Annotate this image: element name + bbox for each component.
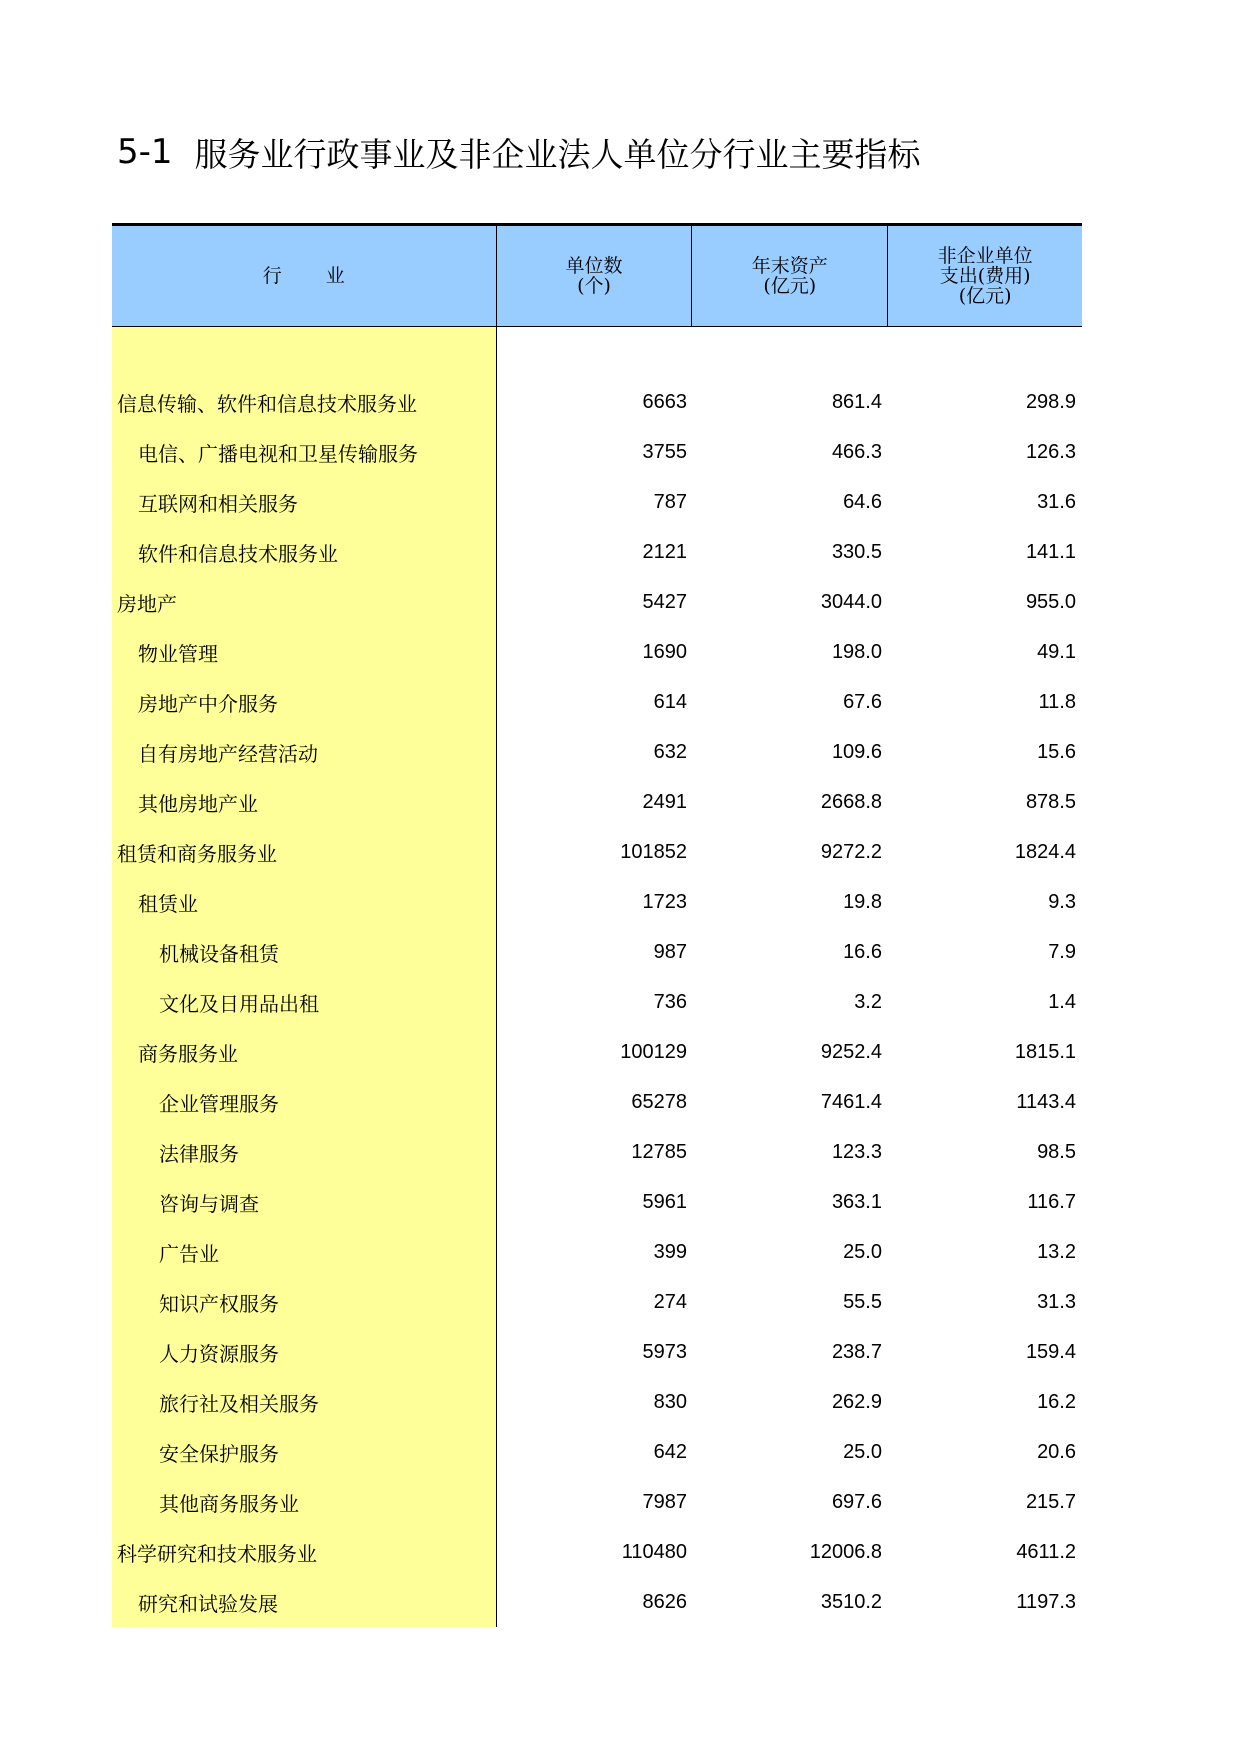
units-value: 632 [653, 740, 687, 763]
assets-value: 12006.8 [809, 1540, 882, 1563]
table-row [112, 1027, 1082, 1077]
assets-value: 330.5 [831, 540, 882, 563]
table-row [112, 1277, 1082, 1327]
header-industry-a: 行 [262, 265, 282, 287]
industry-name: 其他商务服务业 [159, 1491, 299, 1516]
table-body [112, 327, 1082, 1627]
units-value: 5973 [642, 1340, 687, 1363]
industry-name: 法律服务 [159, 1141, 239, 1166]
table-row [112, 1077, 1082, 1127]
table-header [112, 226, 1082, 327]
industry-name: 旅行社及相关服务 [159, 1391, 319, 1416]
units-value: 399 [653, 1240, 687, 1263]
expense-value: 7.9 [1048, 940, 1076, 963]
header-expense-line2: 支出(费用) [939, 265, 1031, 287]
assets-value: 7461.4 [820, 1090, 882, 1113]
table-row [112, 1577, 1082, 1627]
units-value: 614 [653, 690, 687, 713]
table-row [112, 1227, 1082, 1277]
units-value: 787 [653, 490, 687, 513]
units-value: 110480 [621, 1540, 687, 1563]
industry-name: 租赁业 [138, 891, 198, 916]
header-units-line1: 单位数 [565, 255, 623, 277]
expense-value: 1143.4 [1016, 1090, 1076, 1113]
industry-name: 商务服务业 [138, 1041, 238, 1066]
industry-name: 自有房地产经营活动 [138, 741, 318, 766]
units-value: 2121 [642, 540, 687, 563]
expense-value: 1824.4 [1014, 840, 1076, 863]
expense-value: 16.2 [1037, 1390, 1076, 1413]
industry-name: 房地产中介服务 [138, 691, 278, 716]
header-units-line2: (个) [577, 275, 611, 297]
expense-value: 1197.3 [1016, 1590, 1076, 1613]
units-value: 1690 [642, 640, 687, 663]
industry-name: 广告业 [159, 1241, 219, 1266]
header-expense [888, 226, 1082, 326]
header-assets-line1: 年末资产 [751, 255, 828, 277]
expense-value: 98.5 [1037, 1140, 1076, 1163]
assets-value: 3044.0 [820, 590, 882, 613]
expense-value: 116.7 [1027, 1190, 1076, 1213]
expense-value: 49.1 [1037, 640, 1076, 663]
industry-name: 软件和信息技术服务业 [138, 541, 338, 566]
header-expense-line1: 非企业单位 [937, 245, 1033, 267]
expense-value: 955.0 [1025, 590, 1076, 613]
industry-name: 互联网和相关服务 [138, 491, 298, 516]
industry-name: 文化及日用品出租 [159, 991, 319, 1016]
expense-value: 20.6 [1037, 1440, 1076, 1463]
expense-value: 141.1 [1025, 540, 1076, 563]
expense-value: 15.6 [1037, 740, 1076, 763]
statistics-table [112, 223, 1082, 1627]
assets-value: 3510.2 [820, 1590, 882, 1613]
table-title: 服务业行政事业及非企业法人单位分行业主要指标 [194, 134, 921, 174]
units-value: 1723 [642, 890, 687, 913]
industry-name: 电信、广播电视和卫星传输服务 [138, 441, 418, 466]
expense-value: 126.3 [1025, 440, 1076, 463]
expense-value: 298.9 [1025, 390, 1076, 413]
table-row [112, 677, 1082, 727]
table-row [112, 1427, 1082, 1477]
table-row [112, 1127, 1082, 1177]
units-value: 830 [653, 1390, 687, 1413]
assets-value: 19.8 [843, 890, 882, 913]
units-value: 7987 [642, 1490, 687, 1513]
assets-value: 9272.2 [820, 840, 882, 863]
assets-value: 3.2 [854, 990, 882, 1013]
industry-name: 安全保护服务 [159, 1441, 279, 1466]
assets-value: 109.6 [831, 740, 882, 763]
assets-value: 262.9 [831, 1390, 882, 1413]
header-assets-line2: (亿元) [763, 275, 817, 297]
table-row [112, 1527, 1082, 1577]
table-row [112, 1377, 1082, 1427]
table-row [112, 1327, 1082, 1377]
table-row [112, 1177, 1082, 1227]
assets-value: 64.6 [843, 490, 882, 513]
units-value: 6663 [642, 390, 687, 413]
assets-value: 67.6 [843, 690, 882, 713]
expense-value: 31.3 [1037, 1290, 1076, 1313]
table-row [112, 627, 1082, 677]
expense-value: 11.8 [1038, 690, 1076, 713]
table-row [112, 427, 1082, 477]
table-row [112, 527, 1082, 577]
table-row [112, 377, 1082, 427]
table-row [112, 727, 1082, 777]
units-value: 736 [653, 990, 687, 1013]
assets-value: 2668.8 [820, 790, 882, 813]
table-row [112, 927, 1082, 977]
units-value: 5427 [642, 590, 687, 613]
header-units [497, 226, 693, 326]
industry-name: 机械设备租赁 [159, 941, 279, 966]
expense-value: 878.5 [1025, 790, 1076, 813]
table-row [112, 1477, 1082, 1527]
industry-name: 企业管理服务 [159, 1091, 279, 1116]
assets-value: 861.4 [831, 390, 882, 413]
header-industry [112, 226, 497, 326]
industry-name: 研究和试验发展 [138, 1591, 278, 1616]
assets-value: 25.0 [843, 1440, 882, 1463]
units-value: 3755 [642, 440, 687, 463]
page-title [117, 127, 921, 177]
assets-value: 9252.4 [820, 1040, 882, 1063]
industry-name: 房地产 [117, 591, 177, 616]
assets-value: 238.7 [831, 1340, 882, 1363]
expense-value: 1.4 [1048, 990, 1076, 1013]
units-value: 100129 [620, 1040, 687, 1063]
units-value: 101852 [620, 840, 687, 863]
assets-value: 55.5 [843, 1290, 882, 1313]
assets-value: 25.0 [843, 1240, 882, 1263]
table-row [112, 477, 1082, 527]
table-row [112, 827, 1082, 877]
expense-value: 13.2 [1037, 1240, 1076, 1263]
expense-value: 215.7 [1025, 1490, 1076, 1513]
header-assets [692, 226, 888, 326]
units-value: 2491 [642, 790, 687, 813]
assets-value: 697.6 [831, 1490, 882, 1513]
units-value: 274 [653, 1290, 687, 1313]
industry-name: 科学研究和技术服务业 [117, 1541, 317, 1566]
table-row [112, 777, 1082, 827]
units-value: 5961 [642, 1190, 687, 1213]
industry-name: 租赁和商务服务业 [117, 841, 277, 866]
assets-value: 16.6 [843, 940, 882, 963]
industry-name: 信息传输、软件和信息技术服务业 [117, 391, 417, 416]
units-value: 8626 [642, 1590, 687, 1613]
units-value: 987 [653, 940, 687, 963]
header-expense-line3: (亿元) [958, 285, 1012, 307]
table-row [112, 977, 1082, 1027]
industry-name: 咨询与调查 [159, 1191, 259, 1216]
table-row [112, 877, 1082, 927]
header-industry-b: 业 [325, 265, 345, 287]
table-number: 5-1 [117, 132, 173, 172]
assets-value: 363.1 [831, 1190, 882, 1213]
industry-name: 人力资源服务 [159, 1341, 279, 1366]
table-row [112, 577, 1082, 627]
assets-value: 123.3 [831, 1140, 882, 1163]
industry-name: 知识产权服务 [159, 1291, 279, 1316]
units-value: 65278 [631, 1090, 687, 1113]
units-value: 12785 [631, 1140, 687, 1163]
industry-name: 物业管理 [138, 641, 218, 666]
expense-value: 159.4 [1025, 1340, 1076, 1363]
expense-value: 9.3 [1048, 890, 1076, 913]
units-value: 642 [653, 1440, 687, 1463]
assets-value: 198.0 [831, 640, 882, 663]
industry-name: 其他房地产业 [138, 791, 258, 816]
assets-value: 466.3 [831, 440, 882, 463]
expense-value: 31.6 [1037, 490, 1076, 513]
expense-value: 1815.1 [1014, 1040, 1076, 1063]
expense-value: 4611.2 [1016, 1540, 1076, 1563]
